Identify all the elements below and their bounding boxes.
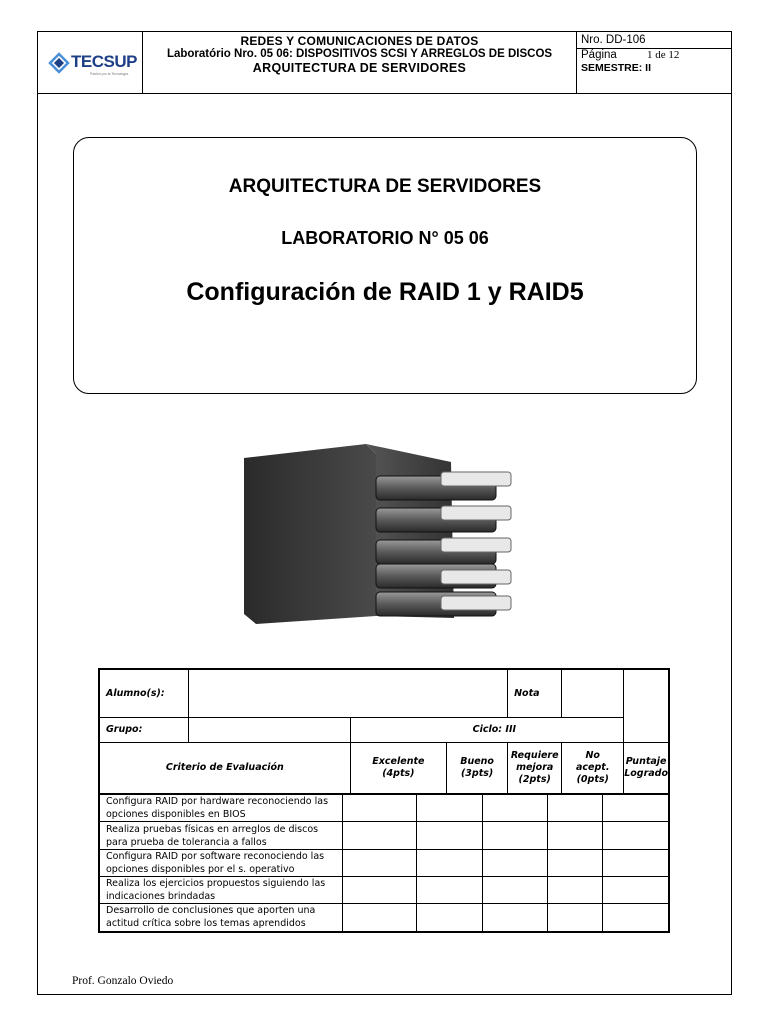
grade-label: Nota <box>508 669 562 717</box>
col-unacceptable <box>562 742 624 794</box>
score-excellent-cell[interactable] <box>342 850 416 877</box>
page-indicator <box>581 49 731 62</box>
score-good-cell[interactable] <box>417 877 483 904</box>
score-improve-cell[interactable] <box>483 850 548 877</box>
score-good-cell[interactable] <box>417 822 483 850</box>
score-total-cell[interactable] <box>603 904 669 932</box>
score-unacceptable-cell[interactable] <box>548 822 603 850</box>
logo-tagline: Pasión por la Tecnología <box>90 72 129 76</box>
score-total-cell[interactable] <box>603 877 669 904</box>
col-improve: Requiere mejora (2pts) <box>508 742 562 794</box>
score-excellent-cell[interactable] <box>342 877 416 904</box>
title-box <box>73 137 697 394</box>
grade-field[interactable] <box>562 669 624 717</box>
doc-number: Nro. DD-106 <box>581 34 646 46</box>
score-excellent-cell[interactable] <box>342 822 416 850</box>
criteria-row <box>99 877 669 904</box>
criteria-row <box>99 850 669 877</box>
criteria-text: Realiza pruebas físicas en arreglos de discos para prueba de tolerancia a fallos <box>99 822 342 850</box>
criteria-text: Desarrollo de conclusiones que aporten una actitud crítica sobre los temas aprendidos <box>99 904 342 932</box>
score-unacceptable-cell[interactable] <box>548 794 603 822</box>
header-subject-line: ARQUITECTURA DE SERVIDORES <box>252 61 467 75</box>
col-unacceptable-line: No <box>585 749 600 761</box>
col-unacceptable-line: (0pts) <box>576 773 609 785</box>
score-unacceptable-cell[interactable] <box>548 850 603 877</box>
group-field[interactable] <box>188 717 350 742</box>
professor-name: Prof. Gonzalo Oviedo <box>72 975 174 987</box>
criteria-text: Realiza los ejercicios propuestos siguiendo las indicaciones brindadas <box>99 877 342 904</box>
criteria-text: Configura RAID por hardware reconociendo las opciones disponibles en BIOS <box>99 794 342 822</box>
score-improve-cell[interactable] <box>483 877 548 904</box>
col-criteria: Criterio de Evaluación <box>99 742 350 794</box>
student-label: Alumno(s): <box>99 669 188 717</box>
criteria-header-row <box>99 742 669 794</box>
topic-title: Configuración de RAID 1 y RAID5 <box>186 278 584 306</box>
raid-enclosure-image <box>236 436 526 626</box>
logo-text: TECSUP <box>71 52 137 71</box>
score-good-cell[interactable] <box>417 850 483 877</box>
score-unacceptable-cell[interactable] <box>548 877 603 904</box>
logo-cell <box>38 32 143 93</box>
col-excellent: Excelente (4pts) <box>350 742 446 794</box>
score-total-cell[interactable] <box>603 822 669 850</box>
score-total-cell[interactable] <box>603 850 669 877</box>
header-title-cell <box>143 32 577 93</box>
evaluation-table <box>98 668 670 795</box>
header-lab-line: Laboratório Nro. 05 06: DISPOSITIVOS SCSI Y ARREGLOS DE DISCOS <box>166 48 553 60</box>
page-value: 1 de 12 <box>647 49 680 61</box>
criteria-text: Configura RAID por software reconociendo las opciones disponibles por el s. operativo <box>99 850 342 877</box>
col-score: Puntaje Logrado <box>624 742 669 794</box>
score-good-cell[interactable] <box>417 904 483 932</box>
score-excellent-cell[interactable] <box>342 794 416 822</box>
score-improve-cell[interactable] <box>483 794 548 822</box>
header-course-line: REDES Y COMUNICACIONES DE DATOS <box>240 34 479 48</box>
semester: SEMESTRE: II <box>581 62 652 74</box>
header-info-cell <box>577 32 731 93</box>
lab-title: LABORATORIO N° 05 06 <box>281 228 489 248</box>
tecsup-logo-icon <box>48 52 70 74</box>
course-title: ARQUITECTURA DE SERVIDORES <box>228 176 542 197</box>
score-good-cell[interactable] <box>417 794 483 822</box>
col-unacceptable-line: acept. <box>576 761 610 773</box>
criteria-row <box>99 904 669 932</box>
student-row <box>99 669 669 717</box>
score-improve-cell[interactable] <box>483 822 548 850</box>
criteria-row <box>99 794 669 822</box>
criteria-row <box>99 822 669 850</box>
score-excellent-cell[interactable] <box>342 904 416 932</box>
cycle-label: Ciclo: III <box>350 717 624 742</box>
score-unacceptable-cell[interactable] <box>548 904 603 932</box>
group-row <box>99 717 669 742</box>
score-total-cell[interactable] <box>603 794 669 822</box>
criteria-table <box>98 793 670 933</box>
col-good: Bueno (3pts) <box>447 742 508 794</box>
page-label: Página <box>581 49 617 61</box>
score-improve-cell[interactable] <box>483 904 548 932</box>
group-label: Grupo: <box>99 717 188 742</box>
document-header <box>37 31 732 94</box>
student-field[interactable] <box>188 669 507 717</box>
